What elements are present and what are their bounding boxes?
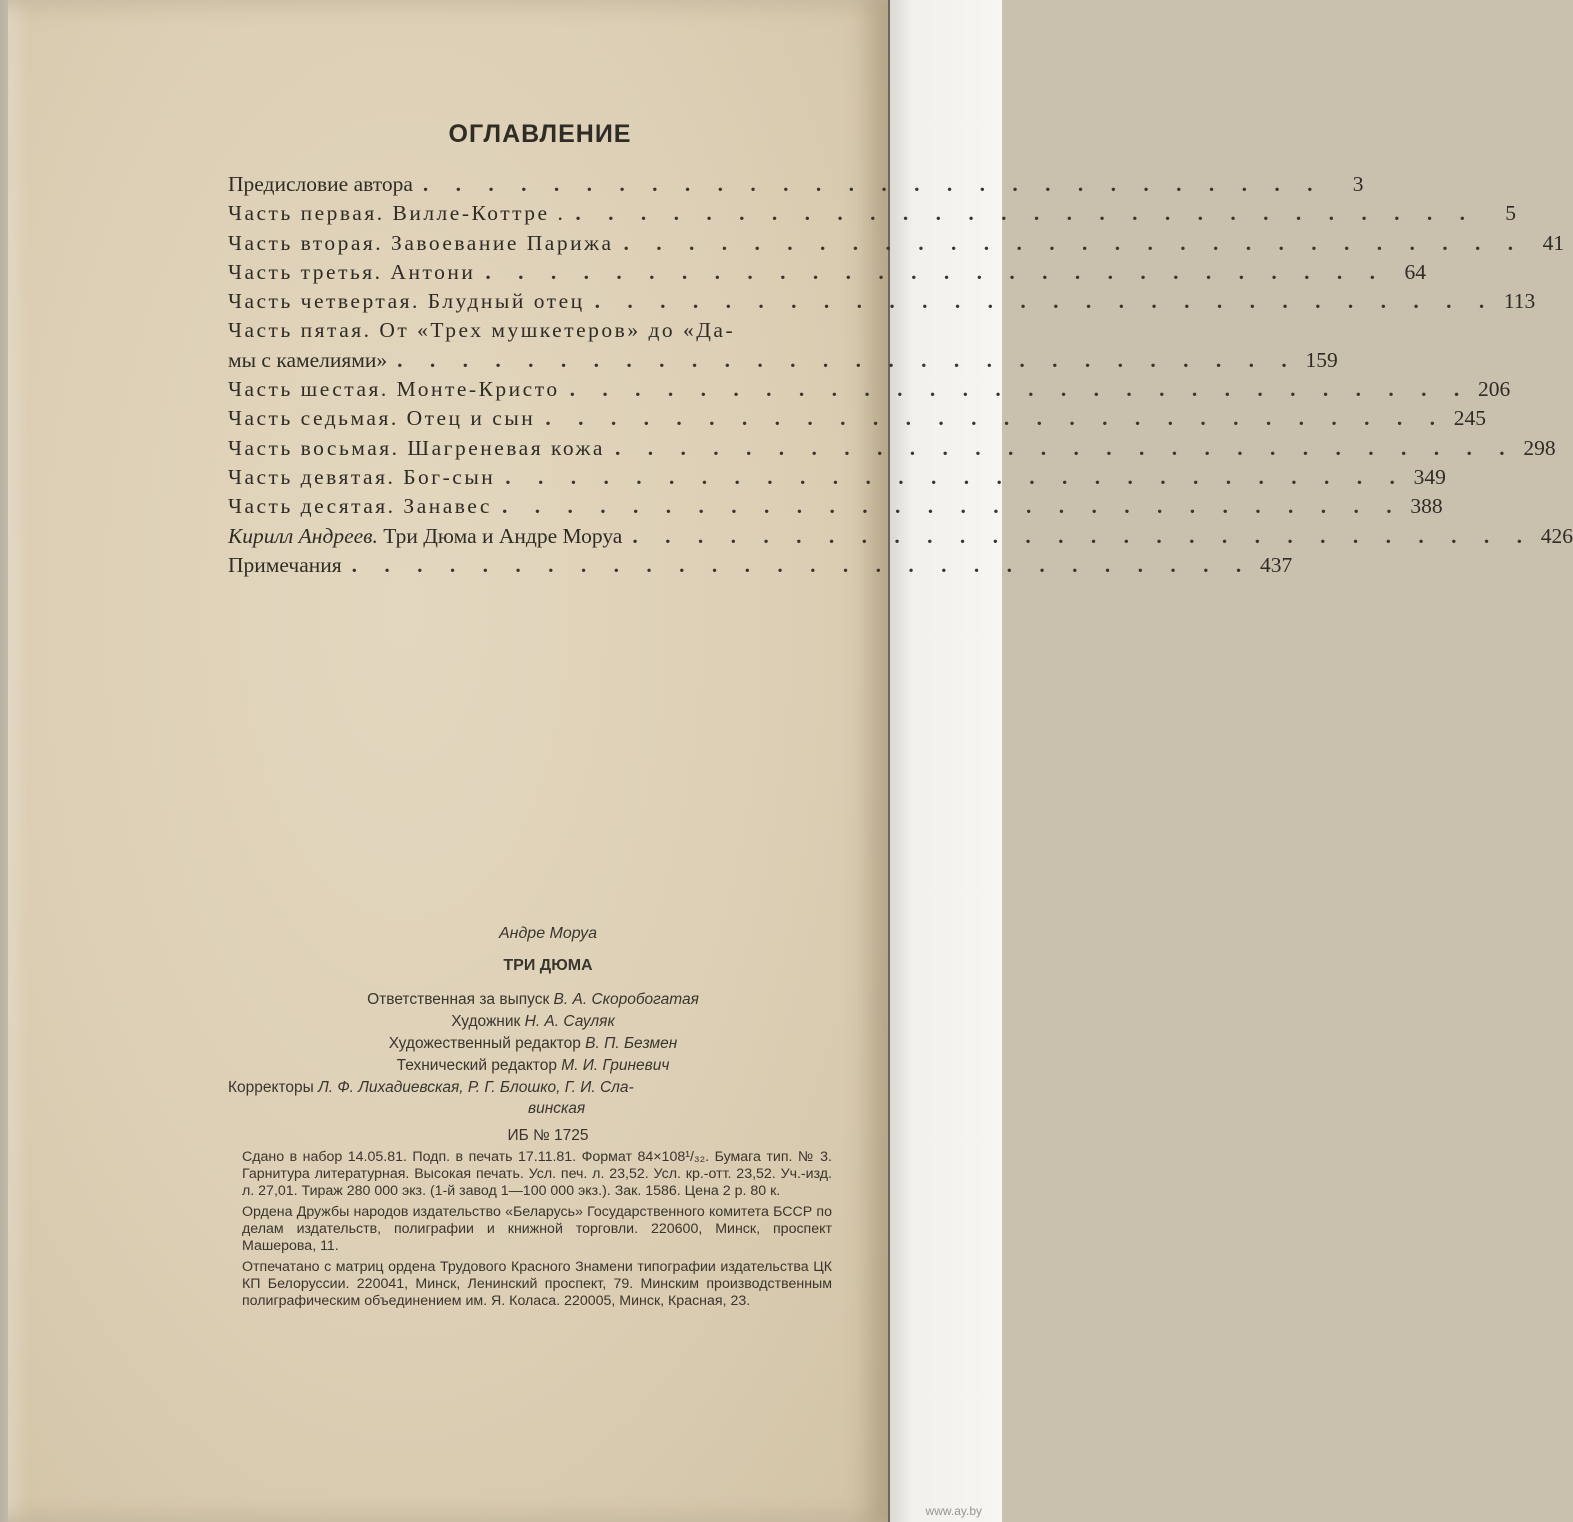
toc-entry bbox=[228, 347, 1338, 377]
toc-page-number: 388 bbox=[1410, 494, 1443, 519]
credit-line bbox=[238, 989, 828, 1011]
print-info: Сдано в набор 14.05.81. Подп. в печать 17.11.81. Формат 84×108¹/₃₂. Бумага тип. № 3. Гарнитура литературная. Высокая печать. Усл. печ. л. 23,52. Усл. кр.-отт. 23,52. Уч.-изд. л. 27,01. Тираж 280 000 экз. (1-й завод 1—100 000 экз.). Зак. 1586. Цена 2 р. 80 к. bbox=[242, 1149, 832, 1199]
imprint-details bbox=[242, 1149, 832, 1310]
credit-role: Технический редактор bbox=[396, 1057, 562, 1074]
credit-role: Художественный редактор bbox=[388, 1035, 586, 1052]
toc-entry-label: Часть пятая. От «Трех мушкетеров» до «Да- bbox=[228, 318, 736, 343]
correctors-continuation: винская bbox=[528, 1100, 586, 1117]
watermark: www.ay.by bbox=[925, 1504, 982, 1518]
toc-page-number: 437 bbox=[1260, 552, 1293, 577]
credit-name: М. И. Гриневич bbox=[561, 1057, 670, 1074]
toc-entry-title: Три Дюма и Андре Моруа bbox=[377, 523, 623, 548]
toc-entry bbox=[228, 523, 1573, 553]
credit-name: В. П. Безмен bbox=[585, 1035, 678, 1052]
credit-line bbox=[238, 1011, 828, 1033]
toc-entry-label: Часть шестая. Монте-Кристо bbox=[228, 377, 560, 402]
toc-entry-label: мы с камелиями» bbox=[228, 347, 388, 372]
toc-entry-label: Часть седьмая. Отец и сын bbox=[228, 406, 536, 431]
credit-name: Н. А. Сауляк bbox=[524, 1013, 615, 1030]
credit-name: В. А. Скоробогатая bbox=[553, 991, 699, 1008]
imprint-credits bbox=[228, 989, 828, 1077]
toc-page-number: 113 bbox=[1503, 289, 1536, 314]
toc-entry bbox=[228, 230, 1565, 260]
toc-entry-label: Часть третья. Антони bbox=[228, 259, 476, 284]
toc-leader-dots: . . . . . . . . . . . . . . . . . . . . . . . . . . . . bbox=[632, 523, 1533, 548]
toc-entry bbox=[228, 464, 1446, 494]
toc-entry-label: Часть десятая. Занавес bbox=[228, 494, 492, 519]
printer-info: Отпечатано с матриц ордена Трудового Красного Знамени типографии издательства ЦК КП Белоруссии. 220041, Минск, Ленинский проспект, 79. Минским производственным полиграфическим объединением им. Я. Коласа. 220005, Минск, Красная, 23. bbox=[242, 1259, 832, 1309]
imprint-block bbox=[228, 925, 832, 1314]
toc-leader-dots: . . . . . . . . . . . . . . . . . . . . . . . . . . . . bbox=[614, 435, 1516, 460]
toc-entry bbox=[228, 259, 1426, 289]
toc-entry-author: Кирилл Андреев. bbox=[228, 523, 378, 548]
toc-page-number: 64 bbox=[1404, 259, 1426, 284]
toc-page-number: 245 bbox=[1453, 406, 1486, 431]
toc-entry-label: Часть восьмая. Шагреневая кожа bbox=[228, 435, 605, 460]
toc-leader-dots: . . . . . . . . . . . . . . . . . . . . . . . . . . . . bbox=[485, 259, 1386, 284]
toc-entry-label: Часть девятая. Бог-сын bbox=[228, 464, 496, 489]
toc-entry-label bbox=[228, 524, 622, 549]
toc-leader-dots: . . . . . . . . . . . . . . . . . . . . . . . . . . . . bbox=[505, 464, 1406, 489]
correctors-role: Корректоры bbox=[228, 1079, 319, 1096]
toc-entry bbox=[228, 377, 1511, 406]
toc-entry bbox=[228, 289, 1536, 318]
toc-page-number: 5 bbox=[1505, 201, 1516, 226]
credit-role: Художник bbox=[451, 1013, 525, 1030]
toc-page-number: 41 bbox=[1542, 230, 1565, 255]
toc-entry bbox=[228, 435, 1556, 465]
toc-entry-label: Часть четвертая. Блудный отец bbox=[228, 289, 585, 314]
toc-entry-label: Часть первая. Вилле-Коттре . bbox=[228, 201, 566, 226]
toc-page-number: 298 bbox=[1523, 435, 1556, 460]
imprint-author: Андре Моруа bbox=[498, 925, 598, 942]
toc-entry-label: Предисловие автора bbox=[228, 172, 413, 196]
toc-entry bbox=[228, 172, 1364, 201]
toc-leader-dots: . . . . . . . . . . . . . . . . . . . . . . . . . . . . bbox=[575, 201, 1476, 226]
toc-page-number: 3 bbox=[1352, 172, 1364, 196]
toc-page-number: 426 bbox=[1540, 523, 1573, 548]
toc-page-number: 159 bbox=[1305, 347, 1338, 372]
publisher-info: Ордена Дружбы народов издательство «Беларусь» Государственного комитета БССР по делам издательств, полиграфии и книжной торговли. 220600, Минск, проспект Машерова, 11. bbox=[242, 1204, 832, 1254]
credit-line bbox=[238, 1033, 828, 1055]
toc-leader-dots: . . . . . . . . . . . . . . . . . . . . . . . . . . . . bbox=[397, 347, 1298, 372]
credit-line bbox=[238, 1055, 828, 1077]
facing-page-edge bbox=[888, 0, 1002, 1522]
correctors-names: Л. Ф. Лихадиевская, Р. Г. Блошко, Г. И. Сла- bbox=[318, 1079, 634, 1096]
toc-title: ОГЛАВЛЕНИЕ bbox=[448, 120, 632, 148]
credit-role: Ответственная за выпуск bbox=[367, 991, 554, 1008]
toc-leader-dots: . . . . . . . . . . . . . . . . . . . . . . . . . . . . bbox=[594, 289, 1496, 314]
toc-entry bbox=[228, 318, 830, 347]
toc-leader-dots: . . . . . . . . . . . . . . . . . . . . . . . . . . . . bbox=[422, 172, 1324, 196]
toc-entry bbox=[228, 494, 1443, 523]
toc-entry-label: Часть вторая. Завоевание Парижа bbox=[228, 230, 614, 255]
toc-leader-dots: . . . . . . . . . . . . . . . . . . . . . . . . . . . . bbox=[351, 552, 1253, 577]
toc-entry bbox=[228, 201, 1516, 230]
toc-leader-dots: . . . . . . . . . . . . . . . . . . . . . . . . . . . . bbox=[545, 406, 1446, 431]
toc-entry bbox=[228, 406, 1486, 435]
toc-entry bbox=[228, 552, 1293, 582]
toc-leader-dots: . . . . . . . . . . . . . . . . . . . . . . . . . . . . bbox=[501, 494, 1403, 519]
toc-page-number: 206 bbox=[1477, 377, 1511, 402]
imprint-correctors bbox=[228, 1077, 828, 1099]
toc-page-number: 349 bbox=[1413, 464, 1446, 489]
toc-entry-label: Примечания bbox=[228, 552, 342, 577]
toc-leader-dots: . . . . . . . . . . . . . . . . . . . . . . . . . . . . bbox=[623, 230, 1525, 255]
table-of-contents bbox=[228, 172, 1573, 582]
imprint-book-title: ТРИ ДЮМА bbox=[503, 957, 593, 974]
ib-number: ИБ № 1725 bbox=[507, 1127, 589, 1144]
toc-leader-dots: . . . . . . . . . . . . . . . . . . . . . . . . . . . . bbox=[569, 377, 1471, 402]
